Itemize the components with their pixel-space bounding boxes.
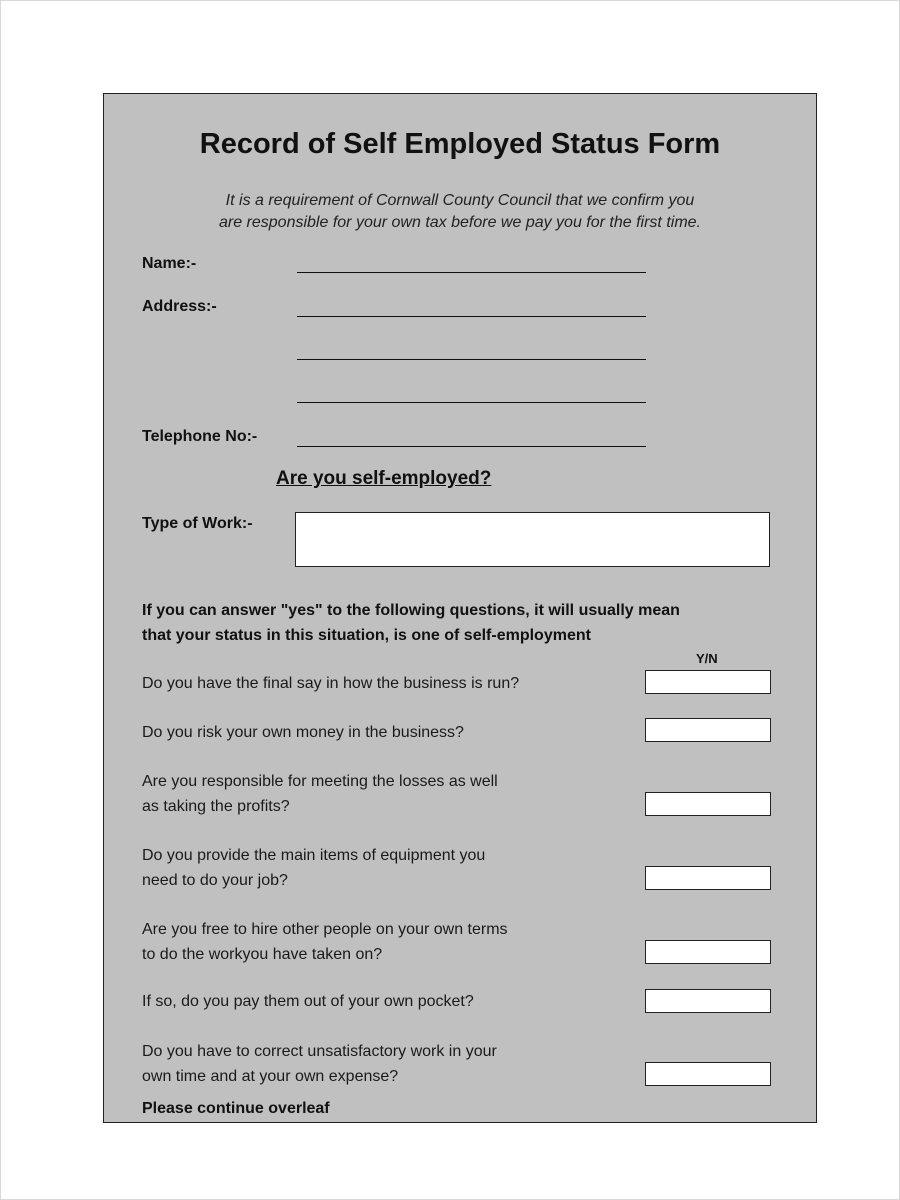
question-3-line-2: as taking the profits? — [142, 798, 290, 815]
address-label: Address:- — [142, 298, 217, 315]
answer-box-3[interactable] — [645, 792, 771, 816]
type-of-work-field[interactable] — [295, 512, 770, 567]
section-heading: Are you self-employed? — [276, 468, 492, 489]
question-2-line-1: Do you risk your own money in the business? — [142, 724, 464, 741]
question-1-line-1: Do you have the final say in how the business is run? — [142, 675, 520, 692]
address-field-line-1[interactable] — [297, 316, 646, 317]
answer-box-7[interactable] — [645, 1062, 771, 1086]
question-5-line-2: to do the workyou have taken on? — [142, 946, 383, 963]
question-4-line-2: need to do your job? — [142, 872, 288, 889]
question-2 — [142, 720, 582, 745]
instruction-line-1: If you can answer "yes" to the following questions, it will usually mean — [142, 602, 680, 619]
telephone-field[interactable] — [297, 446, 646, 447]
question-7-line-1: Do you have to correct unsatisfactory work in your — [142, 1043, 497, 1060]
question-3 — [142, 769, 582, 819]
intro-line-1: It is a requirement of Cornwall County Council that we confirm you — [225, 192, 695, 209]
question-1 — [142, 671, 582, 696]
intro-text — [144, 190, 776, 234]
address-field-line-3[interactable] — [297, 402, 646, 403]
answer-box-2[interactable] — [645, 718, 771, 742]
answer-box-1[interactable] — [645, 670, 771, 694]
type-of-work-label: Type of Work:- — [142, 515, 253, 532]
question-5 — [142, 917, 582, 967]
address-field-line-2[interactable] — [297, 359, 646, 360]
yn-column-label: Y/N — [696, 651, 718, 666]
instruction-line-2: that your status in this situation, is one of self-employment — [142, 627, 591, 644]
question-7 — [142, 1039, 582, 1089]
form-panel — [103, 93, 817, 1123]
question-6 — [142, 989, 582, 1014]
form-title: Record of Self Employed Status Form — [199, 128, 721, 160]
intro-line-2: are responsible for your own tax before we pay you for the first time. — [218, 214, 701, 231]
question-4-line-1: Do you provide the main items of equipment you — [142, 847, 486, 864]
name-label: Name:- — [142, 255, 197, 272]
question-6-line-1: If so, do you pay them out of your own pocket? — [142, 993, 474, 1010]
question-3-line-1: Are you responsible for meeting the losses as well — [142, 773, 498, 790]
question-7-line-2: own time and at your own expense? — [142, 1068, 399, 1085]
instruction-text — [142, 598, 762, 648]
answer-box-6[interactable] — [645, 989, 771, 1013]
continue-overleaf-note: Please continue overleaf — [142, 1100, 330, 1117]
name-field[interactable] — [297, 272, 646, 273]
question-5-line-1: Are you free to hire other people on your own terms — [142, 921, 508, 938]
telephone-label: Telephone No:- — [142, 428, 258, 445]
question-4 — [142, 843, 582, 893]
answer-box-5[interactable] — [645, 940, 771, 964]
answer-box-4[interactable] — [645, 866, 771, 890]
